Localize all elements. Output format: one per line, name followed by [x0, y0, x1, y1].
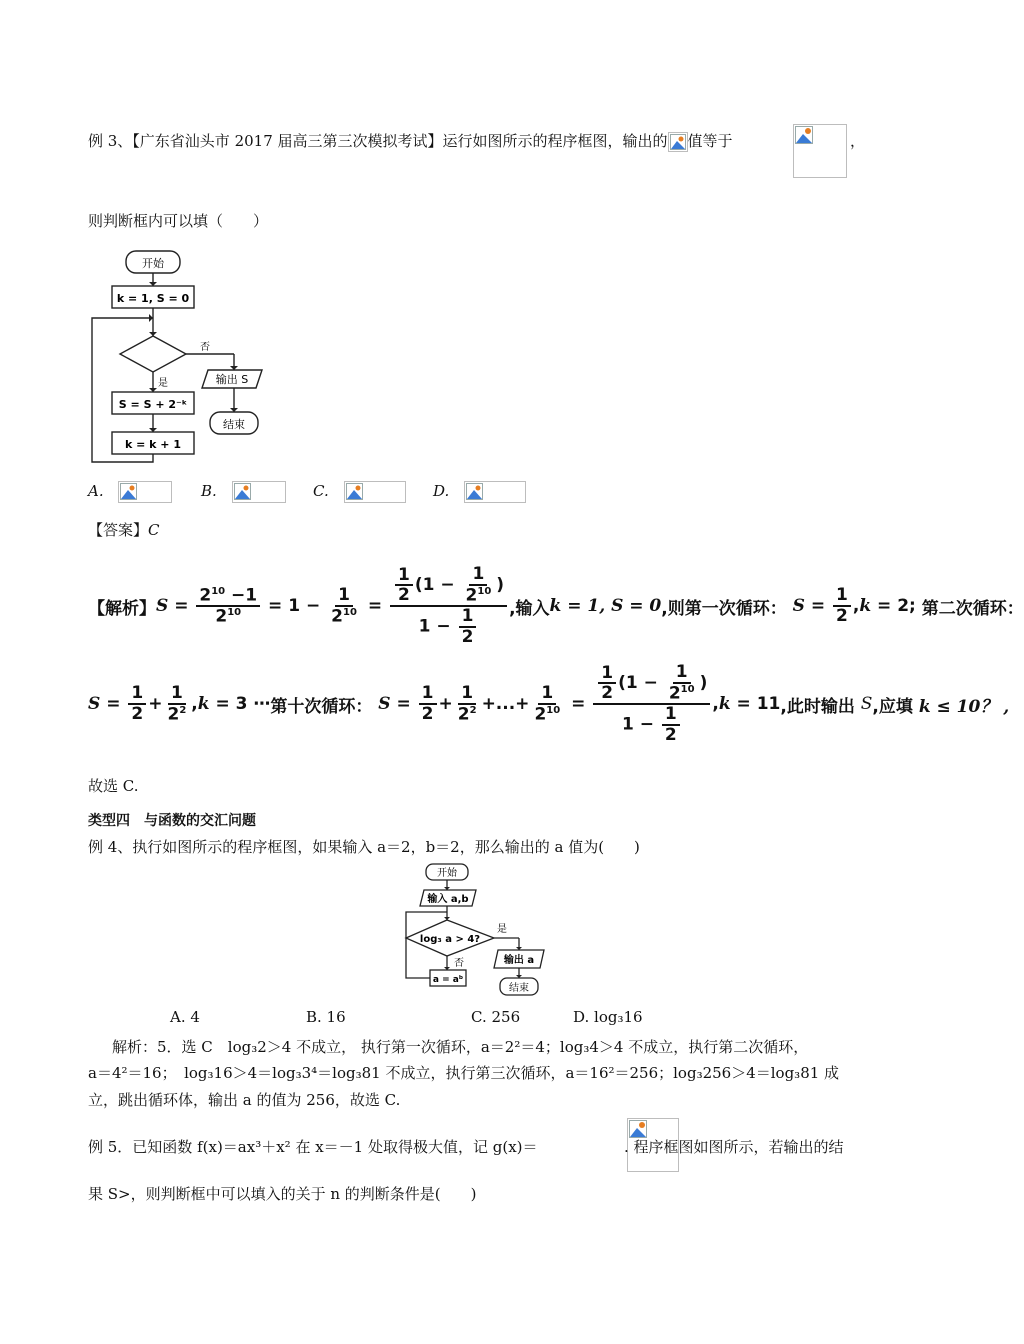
broken-image-icon — [670, 134, 686, 150]
analysis2-line3: 立，跳出循环体，输出 a 的值为 256，故选 C. — [88, 1091, 401, 1109]
option-image — [118, 481, 172, 503]
flow1-init-label: k = 1, S = 0 — [116, 292, 190, 305]
option-c[interactable]: C. — [313, 481, 406, 503]
flow1-no-label: 否 — [200, 342, 210, 353]
flow1-output-label: 输出 S — [215, 373, 249, 386]
ex3-question: 则判断框内可以填（ ） — [88, 212, 269, 230]
flow2-cond-label: log₃ a > 4? — [419, 934, 481, 945]
option2-d[interactable]: D. log₃16 — [573, 1008, 643, 1026]
flow1-assign-label: S = S + 2⁻ᵏ — [118, 398, 188, 411]
flow2-output-label: 输出 a — [503, 955, 535, 966]
flow1-start-label: 开始 — [142, 257, 164, 270]
flow1-yes-label: 是 — [158, 378, 168, 389]
option2-a[interactable]: A. 4 — [170, 1008, 200, 1026]
option-image — [232, 481, 286, 503]
formula-image — [668, 132, 688, 152]
conclusion-1: 故选 C. — [88, 777, 139, 795]
analysis2-line1: 解析：5．选 C log₃2＞4 不成立， 执行第一次循环，a＝2²＝4；log₃4＞4 不成立，执行第二次循环， — [112, 1038, 809, 1056]
option-b[interactable]: B. — [201, 481, 286, 503]
flow2-start-label: 开始 — [437, 868, 457, 879]
flow2-yes-label: 是 — [497, 924, 507, 935]
comma: ， — [850, 132, 866, 150]
ex4-question: 例 4、执行如图所示的程序框图，如果输入 a＝2，b＝2，那么输出的 a 值为( ) — [88, 838, 640, 856]
broken-image-icon — [466, 483, 483, 500]
flow1-end-label: 结束 — [223, 418, 245, 431]
option2-b[interactable]: B. 16 — [306, 1008, 346, 1026]
option2-c[interactable]: C. 256 — [471, 1008, 521, 1026]
ex5-line1-end: . 程序框图如图所示，若输出的结 — [624, 1138, 844, 1156]
flow2-assign-label: a = aᵇ — [432, 975, 464, 985]
broken-image-icon — [795, 126, 813, 144]
option-image — [344, 481, 406, 503]
flowchart-1 — [86, 246, 276, 468]
flow1-inc-label: k = k + 1 — [124, 438, 182, 451]
analysis1-line2: S = $\frac{1}{2}$ + $\frac{1}{2^2}$ , k = 3 ⋯ 第十次循环： S = $\frac{1}{2}$ + $\frac{1}{2^2}$ +...+ $\frac{1}{2^{10}}$ = $\frac{1}{2}$ (1 − $\frac{1}{2^{10}}$ ) 1 − $\frac{1}{2}$ , k = 11 ,此时输出 S ,应填 k ≤ 10？ , — [88, 662, 1010, 746]
flow2-input-label: 输入 a,b — [427, 894, 469, 905]
broken-image-icon — [234, 483, 251, 500]
broken-image-icon — [120, 483, 137, 500]
option-d[interactable]: D. — [433, 481, 526, 503]
formula-image — [793, 124, 847, 178]
analysis2-line2: a＝4²＝16； log₃16＞4＝log₃3⁴＝log₃81 不成立，执行第三次循环，a＝16²＝256；log₃256＞4＝log₃81 成 — [88, 1064, 840, 1082]
answer: 【答案】C — [88, 521, 160, 539]
flowchart-2 — [402, 862, 562, 998]
flow2-end-label: 结束 — [509, 983, 529, 994]
flow2-no-label: 否 — [454, 958, 464, 969]
analysis1-line1: 【解析】 S = $\frac{2^{10} -1}{2^{10}}$ = 1 − $\frac{1}{2^{10}}$ = $\frac{1}{2}$ (1 − $\frac{1}{2^{10}}$ ) 1 − $\frac{1}{2}$ ,输入 k = 1, S = 0 ,则第一次循环： S = $\frac{1}{2}$ , k = 2; 第二次循环： — [88, 564, 1024, 648]
ex5-line2: 果 S>，则判断框中可以填入的关于 n 的判断条件是( ) — [88, 1185, 477, 1203]
ex3-line1: 例 3、【广东省汕头市 2017 届高三第三次模拟考试】运行如图所示的程序框图，输出的 值等于 — [88, 132, 733, 150]
flow1-decision — [120, 336, 186, 372]
section-heading: 类型四 与函数的交汇问题 — [88, 813, 256, 829]
option-a[interactable]: A. — [88, 481, 172, 503]
option-image — [464, 481, 526, 503]
broken-image-icon — [346, 483, 363, 500]
ex5-line1-start: 例 5．已知函数 f(x)＝ax³＋x² 在 x＝－1 处取得极大值，记 g(x)＝ — [88, 1138, 538, 1156]
